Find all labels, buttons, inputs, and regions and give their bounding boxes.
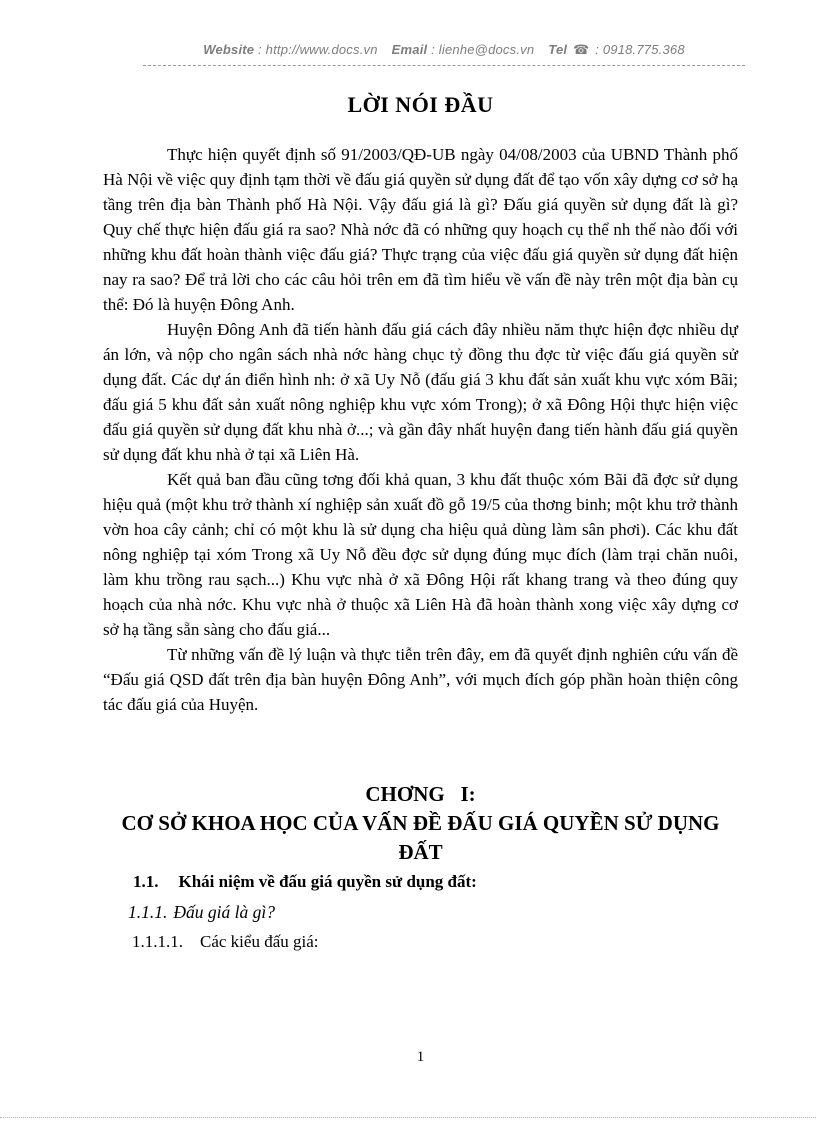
document-body — [103, 90, 738, 957]
page-number: 1 — [416, 1049, 425, 1065]
section-number: 1.1.1. — [128, 902, 168, 922]
chapter-number: CHƠNG I: — [365, 782, 476, 806]
section-number: 1.1.1.1. — [132, 932, 183, 951]
header-email-value: : lienhe@docs.vn — [431, 42, 535, 57]
paragraph-1: Thực hiện quyết định số 91/2003/QĐ-UB ngày 04/08/2003 của UBND Thành phố Hà Nội về việc quy định tạm thời về đấu giá quyền sử dụng đất để tạo vốn xây dựng cơ sở hạ tầng trên địa bàn Thành phố Hà Nội. Vậy đấu giá là gì? Đấu giá quyền sử dụng đất là gì? Quy chế thực hiện đấu giá ra sao? Nhà nớc đã có những quy hoạch cụ thể nh thế nào đối với những khu đất hoàn thành việc đấu giá? Thực trạng của việc đấu giá quyền sử dụng đất hiện nay ra sao? Để trả lời cho các câu hỏi trên em đã tìm hiểu về vấn đề này trên một địa bàn cụ thể: Đó là huyện Đông Anh. — [103, 145, 738, 314]
header-email-label: Email — [391, 42, 428, 57]
header-email — [392, 42, 535, 57]
page-title: LỜI NÓI ĐẦU — [347, 92, 494, 117]
section-number: 1.1. — [133, 872, 159, 891]
header-tel — [548, 42, 685, 57]
phone-icon: ☎ — [573, 42, 590, 57]
chapter-heading — [103, 780, 738, 867]
section-title: Các kiểu đấu giá: — [200, 932, 319, 951]
paragraph-3: Kết quả ban đầu cũng tơng đối khả quan, 3 khu đất thuộc xóm Bãi đã đợc sử dụng hiệu quả (một khu trở thành xí nghiệp sản xuất đồ gỗ 19/5 của thơng binh; một khu trở thành vờn hoa cây cảnh; chỉ có một khu là sử dụng cha hiệu quả dùng làm sân phơi). Các khu đất nông nghiệp tại xóm Trong xã Uy Nỗ đều đợc sử dụng đúng mục đích (làm trại chăn nuôi, làm khu trồng rau sạch...) Khu vực nhà ở xã Đông Hội rất khang trang và theo đúng quy hoạch của nhà nớc. Khu vực nhà ở thuộc xã Liên Hà đã hoàn thành xong việc xây dựng cơ sở hạ tầng sẵn sàng cho đấu giá... — [103, 470, 738, 639]
header-website — [203, 42, 377, 57]
header-tel-value: : 0918.775.368 — [595, 42, 685, 57]
header-website-label: Website — [203, 42, 255, 57]
chapter-title: CƠ SỞ KHOA HỌC CỦA VẤN ĐỀ ĐẤU GIÁ QUYỀN SỬ DỤNG ĐẤT — [121, 811, 720, 864]
section-heading-1-1-1-1 — [103, 927, 738, 957]
paragraph-4: Từ những vấn đề lý luận và thực tiễn trên đây, em đã quyết định nghiên cứu vấn đề “Đấu giá QSD đất trên địa bàn huyện Đông Anh”, với mụch đích góp phần hoàn thiện công tác đấu giá của Huyện. — [103, 645, 738, 714]
section-title: Khái niệm về đấu giá quyền sử dụng đất: — [178, 872, 477, 891]
section-heading-1-1-1 — [103, 897, 738, 927]
page-header — [143, 42, 745, 66]
paragraph-2: Huyện Đông Anh đã tiến hành đấu giá cách đây nhiều năm thực hiện đợc nhiều dự án lớn, và nộp cho ngân sách nhà nớc hàng chục tỷ đồng thu đợc từ việc đấu giá quyền sử dụng đất. Các dự án điển hình nh: ở xã Uy Nỗ (đấu giá 3 khu đất sản xuất khu vực xóm Bãi; đấu giá 5 khu đất sản xuất nông nghiệp khu vực xóm Trong); ở xã Đông Hội thực hiện việc đấu giá quyền sử dụng đất khu nhà ở...; và gần đây nhất huyện đang tiến hành đấu giá quyền sử dụng đất khu nhà ở tại xã Liên Hà. — [103, 320, 738, 464]
section-title: Đấu giá là gì? — [173, 902, 275, 922]
header-website-value: : http://www.docs.vn — [258, 42, 378, 57]
section-heading-1-1 — [103, 867, 738, 897]
footer-rule — [0, 1117, 816, 1118]
header-tel-label: Tel — [548, 42, 568, 57]
